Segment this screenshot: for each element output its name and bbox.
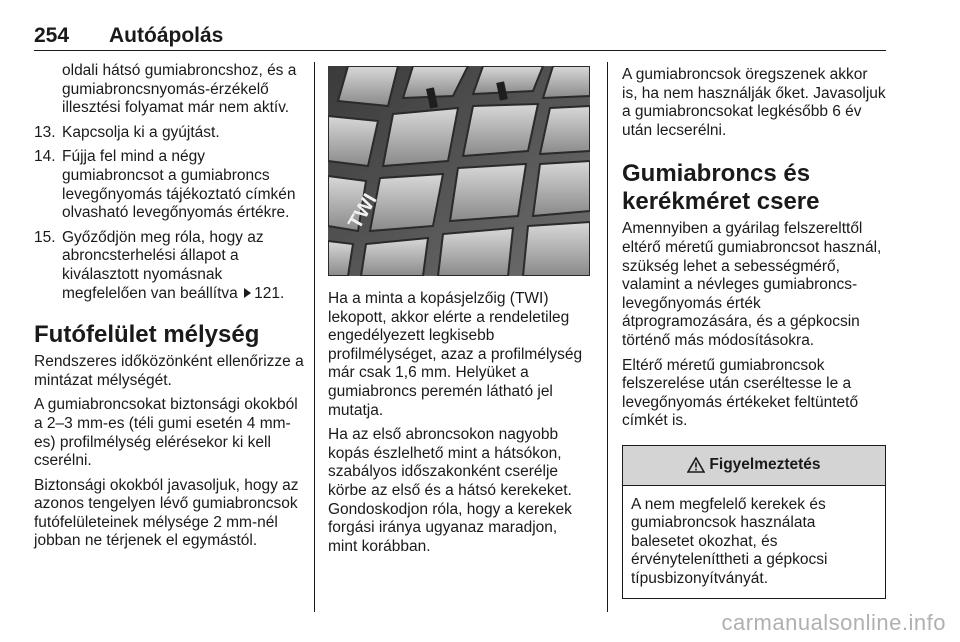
- warning-text: A nem megfelelő kerekek és gumiabroncsok használata balesetet okozhat, és érvényteleníttheti a gépkocsi típusbizonyítványát.: [631, 495, 828, 587]
- step-number: 13.: [34, 123, 56, 141]
- paragraph: Biztonsági okokból javasoljuk, hogy az azonos tengelyen lévő gumiabroncsok futófelületeinek mélysége 2 mm-nél jobban ne térjenek el egymástól.: [34, 476, 299, 550]
- page-reference-link[interactable]: 121.: [254, 284, 285, 302]
- column-divider: [314, 62, 315, 612]
- heading-tire-size-change: Gumiabroncs és kerékméret csere: [622, 160, 820, 216]
- paragraph: Rendszeres időközönként ellenőrizze a mintázat mélységét.: [34, 353, 304, 389]
- page-number: 254: [34, 24, 70, 47]
- step-text: Győződjön meg róla, hogy az abroncsterhelési állapot a kiválasztott nyomásnak megfelelően van beállítva: [62, 228, 264, 302]
- column-1: [34, 62, 306, 557]
- page-reference-icon: [244, 288, 251, 298]
- step-text: Fújja fel mind a négy gumiabroncsot a gumiabroncs levegőnyomás tájékoztató címkén olvasható levegőnyomás értékre.: [62, 148, 296, 222]
- warning-triangle-icon: [687, 457, 705, 473]
- step-number: 14.: [34, 148, 56, 166]
- step-text: Kapcsolja ki a gyújtást.: [62, 123, 220, 141]
- warning-header: [623, 446, 885, 486]
- step-15: [34, 229, 306, 303]
- continued-text: oldali hátsó gumiabroncshoz, és a gumiabroncsnyomás-érzékelő illesztési folyamat már nem aktív.: [62, 62, 297, 117]
- column-3: [622, 66, 887, 599]
- paragraph: Amennyiben a gyárilag felszerelttől eltérő méretű gumiabroncsot használ, szükség lehet a sebességmérő, valamint a névleges gumiabroncs-levegőnyomás érték átprogramozására, és a gépkocsin történő más módosításokra.: [622, 220, 882, 349]
- column-2: [328, 66, 590, 562]
- section-title: Autóápolás: [109, 24, 224, 47]
- tire-tread-image: [328, 66, 590, 276]
- paragraph: A gumiabroncsokat biztonsági okokból a 2–3 mm-es (téli gumi esetén 4 mm-es) profilmélység elérésekor ki kell cserélni.: [34, 396, 298, 470]
- paragraph: Ha az első abroncsokon nagyobb kopás észlelhető mint a hátsókon, szabályos időszakonként cserélje körbe az első és a hátsó kerekeket. Gondoskodjon róla, hogy a kerekek forgási iránya ugyanaz maradjon, mint korábban.: [328, 426, 572, 555]
- step-14: [34, 148, 306, 222]
- warning-title: Figyelmeztetés: [709, 455, 821, 473]
- twi-label: TWI: [344, 190, 382, 233]
- heading-tread-depth: Futófelület mélység: [34, 321, 260, 349]
- paragraph: Eltérő méretű gumiabroncsok felszerelése után cseréltesse le a levegőnyomás értékeket feltüntető címkét is.: [622, 356, 859, 430]
- warning-box: [622, 445, 886, 600]
- page-header: [34, 20, 886, 51]
- column-divider: [607, 62, 608, 612]
- watermark: carmanualsonline.info: [721, 610, 946, 635]
- paragraph: Ha a minta a kopásjelzőig (TWI) lekopott, akkor elérte a rendeletileg engedélyezett legkisebb profilmélységet, azaz a profilmélység már csak 1,6 mm. Helyüket a gumiabroncs peremén látható jel mutatja.: [328, 290, 583, 419]
- step-number: 15.: [34, 228, 56, 246]
- paragraph: A gumiabroncsok öregszenek akkor is, ha nem használják őket. Javasoljuk a gumiabroncsokat legkésőbb 6 év után lecserélni.: [622, 66, 886, 139]
- step-13: [34, 124, 306, 143]
